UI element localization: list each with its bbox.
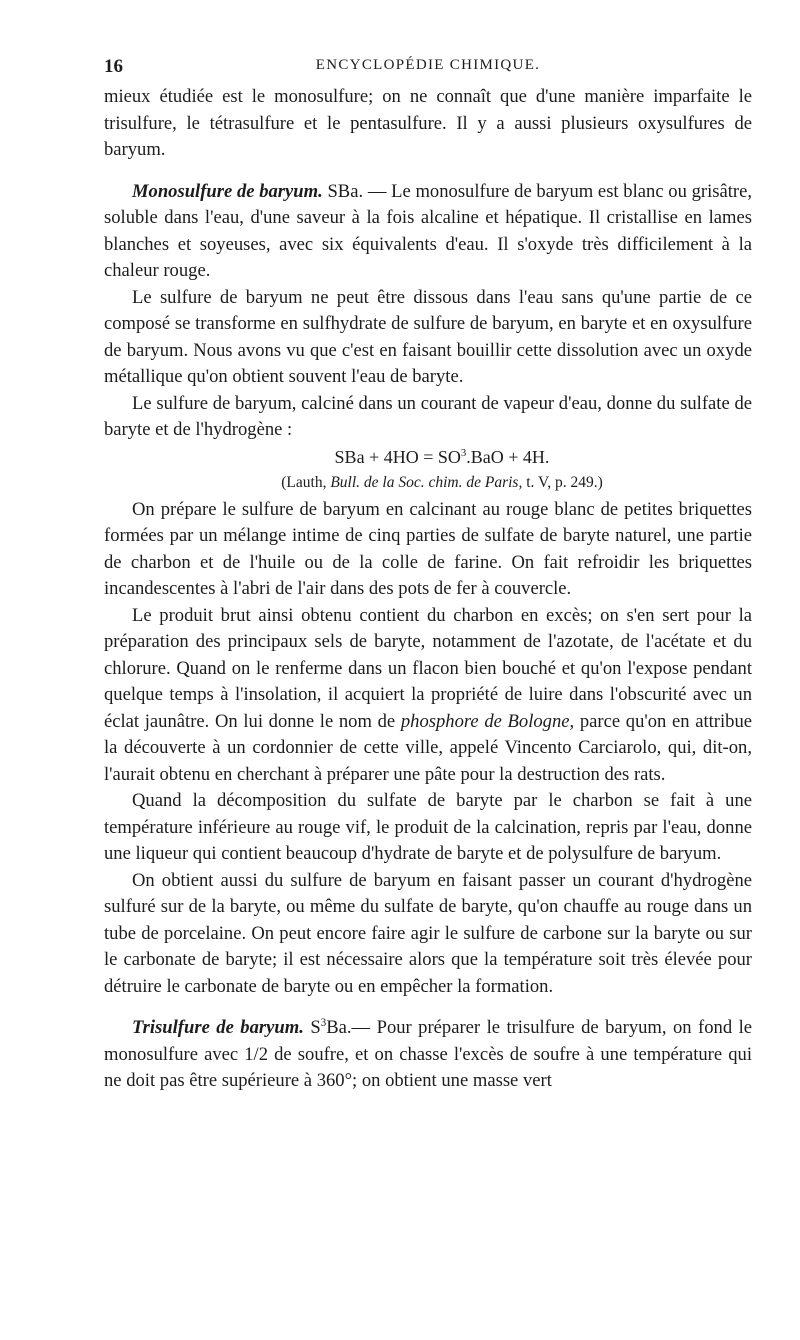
produit-brut-paragraph	[104, 603, 752, 789]
produit-brut-end: parce qu'on en attribue la découverte à un cordonnier de cette ville, appelé Vincento Carciarolo, qui, dit-on, l'aurait obtenu en cherchant à préparer une pâte pour la destruction des rats.	[104, 710, 753, 785]
hydrogene-sulfure-paragraph: On obtient aussi du sulfure de baryum en faisant passer un courant d'hydrogène sulfuré sur de la baryte, ou même du sulfate de baryte, qu'on chauffe au rouge dans un tube de porcelaine. On peut encore faire agir le sulfure de carbone sur la baryte ou sur le carbonate de baryte; il est nécessaire alors que la température soit très élevée pour détruire le carbonate de baryte ou en empêcher la formation.	[104, 869, 752, 997]
intro-paragraph: mieux étudiée est le monosulfure; on ne connaît que d'une manière imparfaite le trisulfure, le tétrasulfure et le pentasulfure. Il y a aussi plusieurs oxysulfures de baryum.	[104, 86, 752, 160]
page-body	[104, 84, 752, 1095]
citation-journal: Bull. de la Soc. chim. de Paris,	[330, 474, 523, 491]
vapeur-paragraph: Le sulfure de baryum, calciné dans un courant de vapeur d'eau, donne du sulfate de baryte et de l'hydrogène :	[104, 392, 752, 440]
running-title: ENCYCLOPÉDIE CHIMIQUE.	[315, 57, 541, 73]
trisulfure-formula-s: S	[310, 1017, 321, 1038]
reaction-equation	[104, 444, 752, 471]
decomposition-paragraph: Quand la décomposition du sulfate de baryte par le charbon se fait à une température inférieure au rouge vif, le produit de la calcination, repris par l'eau, donne une liqueur qui contient beaucoup d'hydrate de baryte et de polysulfure de baryum.	[104, 790, 752, 864]
citation-volume: t. V, p. 249.)	[526, 474, 603, 491]
trisulfure-formula-rest: Ba.	[326, 1017, 352, 1038]
produit-brut-text: Le produit brut ainsi obtenu contient du charbon en excès; on s'en sert pour la préparation des principaux sels de baryte, notamment de l'azotate, de l'acétate et du chlorure. Quand on le renferme dans un flacon bien bouché et qu'on l'expose pendant quelque temps à l'insolation, il acquiert la propriété de luire dans l'obscurité avec un éclat jaunâtre. On lui donne le nom de	[104, 604, 752, 732]
monosulfure-paragraph	[104, 179, 752, 285]
citation-author: (Lauth,	[281, 474, 327, 491]
dissolution-paragraph: Le sulfure de baryum ne peut être dissous dans l'eau sans qu'une partie de ce composé se transforme en sulfhydrate de sulfure de baryum, en baryte et en oxysulfure de baryum. Nous avons vu que c'est en faisant bouillir cette dissolution avec un oxyde métallique qu'on obtient souvent l'eau de baryte.	[104, 286, 752, 387]
page-header	[104, 56, 752, 80]
preparation-paragraph: On prépare le sulfure de baryum en calcinant au rouge blanc de petites briquettes formées par un mélange intime de cinq parties de sulfate de baryte naturel, une partie de charbon et de l'huile ou de la colle de farine. On fait refroidir les briquettes incandescentes à l'abri de l'air dans des pots de fer à couvercle.	[104, 498, 752, 599]
citation	[104, 470, 752, 497]
monosulfure-heading: Monosulfure de baryum.	[132, 180, 323, 202]
trisulfure-formula	[310, 1017, 351, 1038]
equation-superscript: 3	[460, 446, 467, 459]
trisulfure-paragraph	[104, 1015, 752, 1095]
monosulfure-text: — Le monosulfure de baryum est blanc ou grisâtre, soluble dans l'eau, d'une saveur à la fois alcaline et hépatique. Il cristallise en lames blanches et soyeuses, avec six équivalents d'eau. Il s'oxyde très difficilement à la chaleur rouge.	[104, 180, 752, 281]
equation-left: SBa + 4HO = SO	[334, 446, 461, 467]
monosulfure-formula: SBa.	[327, 180, 364, 202]
trisulfure-heading: Trisulfure de baryum.	[132, 1017, 304, 1038]
trisulfure-formula-superscript: 3	[320, 1016, 327, 1029]
trisulfure-text: — Pour préparer le trisulfure de baryum, on fond le monosulfure avec 1/2 de soufre, et on chasse l'excès de soufre à une température qui ne doit pas être supérieure à 360°; on obtient une masse vert	[104, 1017, 752, 1091]
equation-right: .BaO + 4H.	[466, 446, 550, 467]
phosphore-de-bologne: phosphore de Bologne,	[400, 710, 575, 732]
page-number: 16	[104, 56, 123, 77]
